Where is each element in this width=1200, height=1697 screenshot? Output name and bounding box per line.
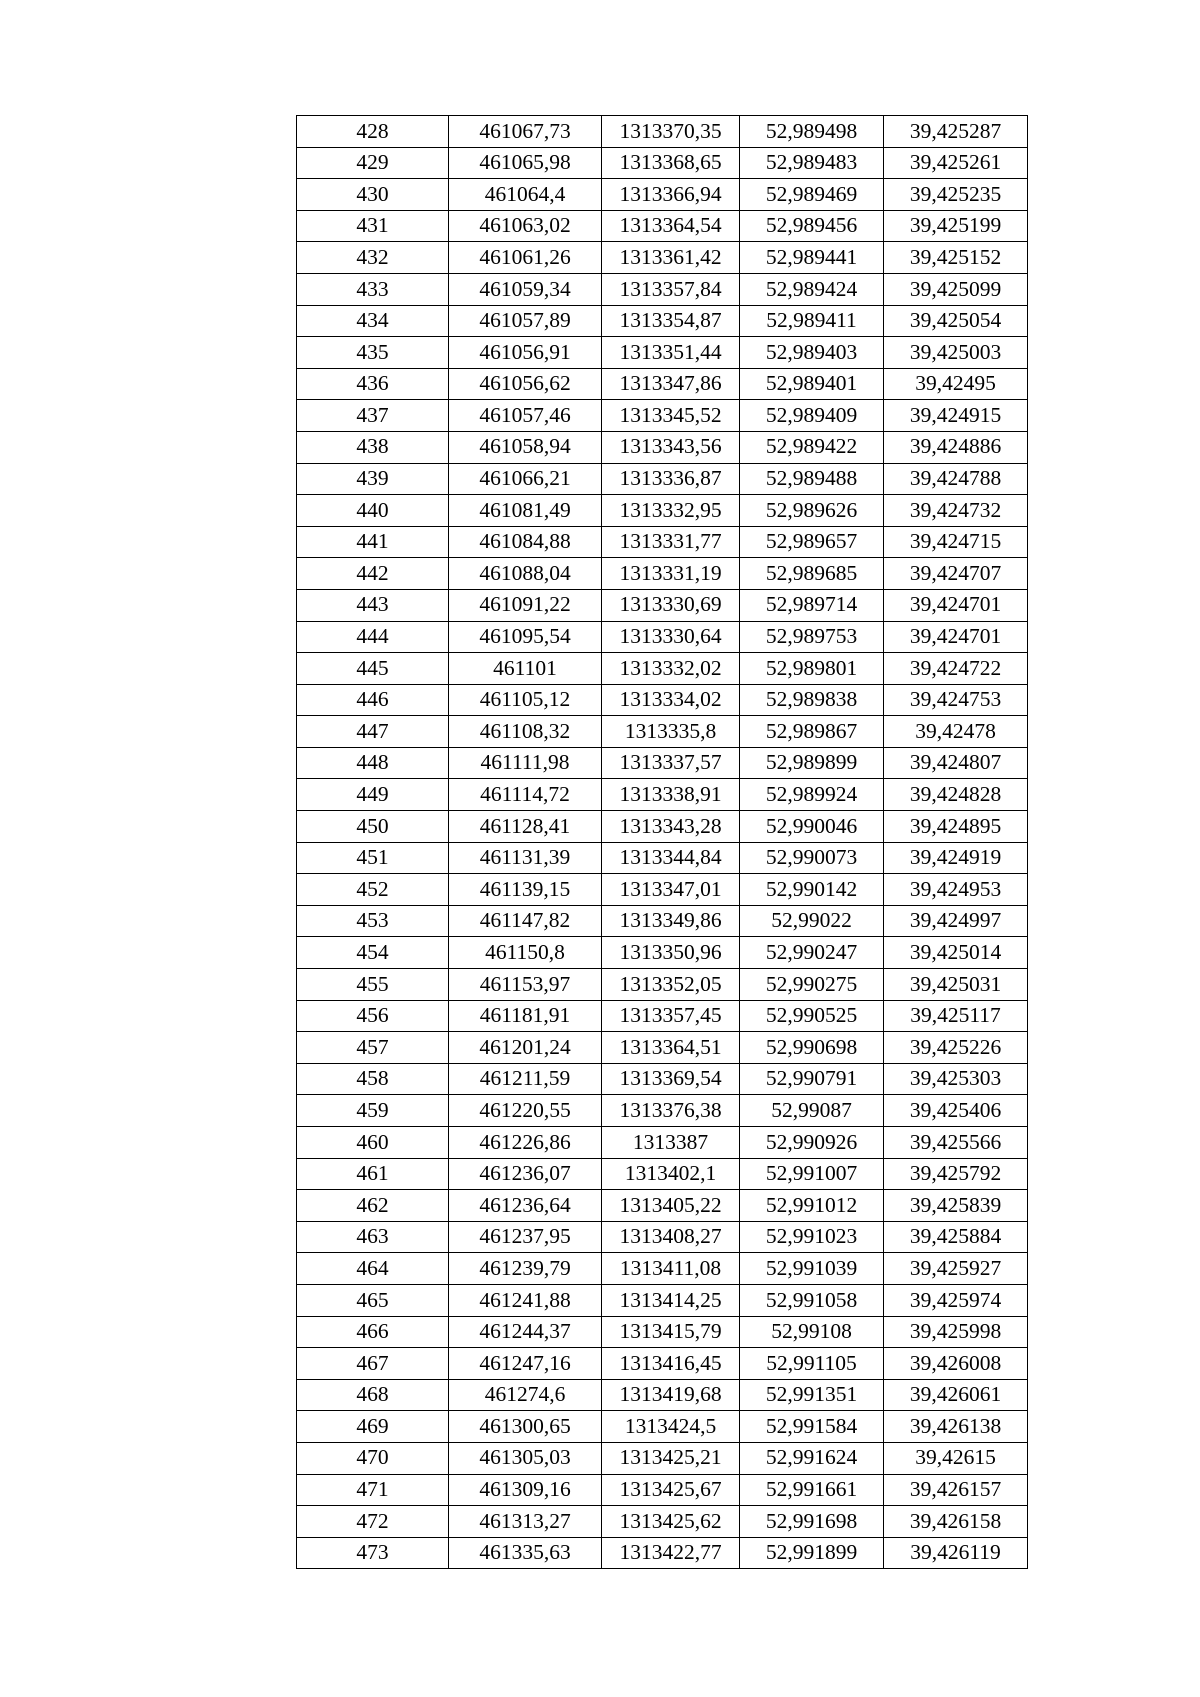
y-coordinate-cell: 1313332,02 [602,653,740,685]
x-coordinate-cell: 461247,16 [449,1348,602,1380]
point-number-cell: 430 [297,179,449,211]
table-row [297,716,1028,748]
latitude-cell: 52,990698 [740,1032,884,1064]
y-coordinate-cell: 1313402,1 [602,1158,740,1190]
table-row [297,1506,1028,1538]
y-coordinate-cell: 1313331,77 [602,526,740,558]
table-row [297,811,1028,843]
table-row [297,1284,1028,1316]
table-row [297,1032,1028,1064]
table-row [297,368,1028,400]
table-row [297,337,1028,369]
table-row [297,305,1028,337]
y-coordinate-cell: 1313425,67 [602,1474,740,1506]
point-number-cell: 440 [297,495,449,527]
latitude-cell: 52,99022 [740,905,884,937]
longitude-cell: 39,424895 [884,811,1028,843]
x-coordinate-cell: 461237,95 [449,1221,602,1253]
latitude-cell: 52,991351 [740,1379,884,1411]
y-coordinate-cell: 1313370,35 [602,116,740,148]
point-number-cell: 463 [297,1221,449,1253]
point-number-cell: 437 [297,400,449,432]
longitude-cell: 39,425884 [884,1221,1028,1253]
table-row [297,589,1028,621]
longitude-cell: 39,426119 [884,1537,1028,1569]
y-coordinate-cell: 1313352,05 [602,969,740,1001]
y-coordinate-cell: 1313347,86 [602,368,740,400]
x-coordinate-cell: 461131,39 [449,842,602,874]
latitude-cell: 52,991584 [740,1411,884,1443]
latitude-cell: 52,989685 [740,558,884,590]
longitude-cell: 39,424732 [884,495,1028,527]
latitude-cell: 52,989899 [740,747,884,779]
latitude-cell: 52,989838 [740,684,884,716]
table-row [297,747,1028,779]
y-coordinate-cell: 1313368,65 [602,147,740,179]
y-coordinate-cell: 1313344,84 [602,842,740,874]
x-coordinate-cell: 461313,27 [449,1506,602,1538]
y-coordinate-cell: 1313364,54 [602,210,740,242]
longitude-cell: 39,424807 [884,747,1028,779]
table-row [297,1379,1028,1411]
x-coordinate-cell: 461153,97 [449,969,602,1001]
latitude-cell: 52,991058 [740,1284,884,1316]
latitude-cell: 52,989456 [740,210,884,242]
point-number-cell: 467 [297,1348,449,1380]
point-number-cell: 461 [297,1158,449,1190]
point-number-cell: 443 [297,589,449,621]
y-coordinate-cell: 1313331,19 [602,558,740,590]
point-number-cell: 462 [297,1190,449,1222]
point-number-cell: 442 [297,558,449,590]
point-number-cell: 452 [297,874,449,906]
longitude-cell: 39,425031 [884,969,1028,1001]
x-coordinate-cell: 461309,16 [449,1474,602,1506]
longitude-cell: 39,425226 [884,1032,1028,1064]
latitude-cell: 52,989483 [740,147,884,179]
x-coordinate-cell: 461084,88 [449,526,602,558]
y-coordinate-cell: 1313338,91 [602,779,740,811]
point-number-cell: 455 [297,969,449,1001]
x-coordinate-cell: 461066,21 [449,463,602,495]
latitude-cell: 52,991624 [740,1442,884,1474]
y-coordinate-cell: 1313337,57 [602,747,740,779]
y-coordinate-cell: 1313419,68 [602,1379,740,1411]
longitude-cell: 39,424715 [884,526,1028,558]
longitude-cell: 39,42615 [884,1442,1028,1474]
latitude-cell: 52,989469 [740,179,884,211]
latitude-cell: 52,991023 [740,1221,884,1253]
latitude-cell: 52,989714 [740,589,884,621]
y-coordinate-cell: 1313357,45 [602,1000,740,1032]
point-number-cell: 431 [297,210,449,242]
x-coordinate-cell: 461128,41 [449,811,602,843]
latitude-cell: 52,991698 [740,1506,884,1538]
table-row [297,621,1028,653]
table-row [297,1190,1028,1222]
point-number-cell: 449 [297,779,449,811]
latitude-cell: 52,989441 [740,242,884,274]
latitude-cell: 52,990791 [740,1063,884,1095]
longitude-cell: 39,425054 [884,305,1028,337]
longitude-cell: 39,425117 [884,1000,1028,1032]
x-coordinate-cell: 461139,15 [449,874,602,906]
point-number-cell: 445 [297,653,449,685]
table-row [297,1253,1028,1285]
point-number-cell: 473 [297,1537,449,1569]
point-number-cell: 438 [297,431,449,463]
latitude-cell: 52,989626 [740,495,884,527]
table-row [297,179,1028,211]
x-coordinate-cell: 461274,6 [449,1379,602,1411]
latitude-cell: 52,989411 [740,305,884,337]
y-coordinate-cell: 1313330,69 [602,589,740,621]
y-coordinate-cell: 1313332,95 [602,495,740,527]
point-number-cell: 453 [297,905,449,937]
x-coordinate-cell: 461220,55 [449,1095,602,1127]
point-number-cell: 470 [297,1442,449,1474]
table-row [297,463,1028,495]
coordinates-table [296,115,1028,1569]
table-row [297,1474,1028,1506]
x-coordinate-cell: 461057,89 [449,305,602,337]
y-coordinate-cell: 1313330,64 [602,621,740,653]
x-coordinate-cell: 461335,63 [449,1537,602,1569]
latitude-cell: 52,990525 [740,1000,884,1032]
point-number-cell: 435 [297,337,449,369]
point-number-cell: 447 [297,716,449,748]
y-coordinate-cell: 1313424,5 [602,1411,740,1443]
table-row [297,1348,1028,1380]
y-coordinate-cell: 1313351,44 [602,337,740,369]
latitude-cell: 52,989498 [740,116,884,148]
y-coordinate-cell: 1313336,87 [602,463,740,495]
y-coordinate-cell: 1313415,79 [602,1316,740,1348]
x-coordinate-cell: 461300,65 [449,1411,602,1443]
latitude-cell: 52,991012 [740,1190,884,1222]
y-coordinate-cell: 1313425,21 [602,1442,740,1474]
x-coordinate-cell: 461063,02 [449,210,602,242]
x-coordinate-cell: 461059,34 [449,273,602,305]
y-coordinate-cell: 1313357,84 [602,273,740,305]
y-coordinate-cell: 1313343,28 [602,811,740,843]
table-row [297,937,1028,969]
longitude-cell: 39,42495 [884,368,1028,400]
table-row [297,653,1028,685]
longitude-cell: 39,425099 [884,273,1028,305]
point-number-cell: 433 [297,273,449,305]
longitude-cell: 39,425014 [884,937,1028,969]
table-row [297,1127,1028,1159]
x-coordinate-cell: 461239,79 [449,1253,602,1285]
longitude-cell: 39,425235 [884,179,1028,211]
y-coordinate-cell: 1313349,86 [602,905,740,937]
point-number-cell: 441 [297,526,449,558]
x-coordinate-cell: 461064,4 [449,179,602,211]
point-number-cell: 429 [297,147,449,179]
y-coordinate-cell: 1313376,38 [602,1095,740,1127]
latitude-cell: 52,990046 [740,811,884,843]
table-row [297,779,1028,811]
y-coordinate-cell: 1313361,42 [602,242,740,274]
table-row [297,1095,1028,1127]
x-coordinate-cell: 461147,82 [449,905,602,937]
latitude-cell: 52,989409 [740,400,884,432]
longitude-cell: 39,425261 [884,147,1028,179]
latitude-cell: 52,991899 [740,1537,884,1569]
x-coordinate-cell: 461111,98 [449,747,602,779]
table-row [297,1442,1028,1474]
longitude-cell: 39,425152 [884,242,1028,274]
x-coordinate-cell: 461236,07 [449,1158,602,1190]
x-coordinate-cell: 461065,98 [449,147,602,179]
x-coordinate-cell: 461150,8 [449,937,602,969]
y-coordinate-cell: 1313414,25 [602,1284,740,1316]
x-coordinate-cell: 461067,73 [449,116,602,148]
x-coordinate-cell: 461201,24 [449,1032,602,1064]
table-row [297,526,1028,558]
table-row [297,1537,1028,1569]
longitude-cell: 39,425792 [884,1158,1028,1190]
latitude-cell: 52,989403 [740,337,884,369]
point-number-cell: 456 [297,1000,449,1032]
point-number-cell: 446 [297,684,449,716]
latitude-cell: 52,990142 [740,874,884,906]
point-number-cell: 451 [297,842,449,874]
x-coordinate-cell: 461081,49 [449,495,602,527]
point-number-cell: 444 [297,621,449,653]
latitude-cell: 52,99108 [740,1316,884,1348]
longitude-cell: 39,426138 [884,1411,1028,1443]
longitude-cell: 39,424919 [884,842,1028,874]
table-row [297,842,1028,874]
latitude-cell: 52,989924 [740,779,884,811]
latitude-cell: 52,990073 [740,842,884,874]
latitude-cell: 52,989867 [740,716,884,748]
y-coordinate-cell: 1313387 [602,1127,740,1159]
x-coordinate-cell: 461211,59 [449,1063,602,1095]
point-number-cell: 432 [297,242,449,274]
y-coordinate-cell: 1313334,02 [602,684,740,716]
table-row [297,905,1028,937]
longitude-cell: 39,424997 [884,905,1028,937]
point-number-cell: 448 [297,747,449,779]
latitude-cell: 52,99087 [740,1095,884,1127]
y-coordinate-cell: 1313350,96 [602,937,740,969]
longitude-cell: 39,424953 [884,874,1028,906]
y-coordinate-cell: 1313369,54 [602,1063,740,1095]
table-row [297,1158,1028,1190]
longitude-cell: 39,425003 [884,337,1028,369]
point-number-cell: 436 [297,368,449,400]
table-row [297,969,1028,1001]
longitude-cell: 39,425974 [884,1284,1028,1316]
x-coordinate-cell: 461108,32 [449,716,602,748]
latitude-cell: 52,991661 [740,1474,884,1506]
point-number-cell: 434 [297,305,449,337]
point-number-cell: 464 [297,1253,449,1285]
table-row [297,431,1028,463]
longitude-cell: 39,425199 [884,210,1028,242]
longitude-cell: 39,424701 [884,621,1028,653]
x-coordinate-cell: 461095,54 [449,621,602,653]
table-row [297,684,1028,716]
latitude-cell: 52,990275 [740,969,884,1001]
y-coordinate-cell: 1313422,77 [602,1537,740,1569]
x-coordinate-cell: 461101 [449,653,602,685]
table-row [297,400,1028,432]
longitude-cell: 39,425927 [884,1253,1028,1285]
longitude-cell: 39,424701 [884,589,1028,621]
table-row [297,273,1028,305]
point-number-cell: 457 [297,1032,449,1064]
longitude-cell: 39,424753 [884,684,1028,716]
table-row [297,1411,1028,1443]
coordinates-table-body [297,116,1028,1569]
x-coordinate-cell: 461181,91 [449,1000,602,1032]
point-number-cell: 472 [297,1506,449,1538]
table-row [297,147,1028,179]
table-row [297,1316,1028,1348]
longitude-cell: 39,425406 [884,1095,1028,1127]
x-coordinate-cell: 461226,86 [449,1127,602,1159]
point-number-cell: 439 [297,463,449,495]
latitude-cell: 52,991105 [740,1348,884,1380]
longitude-cell: 39,424707 [884,558,1028,590]
longitude-cell: 39,425998 [884,1316,1028,1348]
latitude-cell: 52,991039 [740,1253,884,1285]
point-number-cell: 466 [297,1316,449,1348]
point-number-cell: 454 [297,937,449,969]
y-coordinate-cell: 1313366,94 [602,179,740,211]
latitude-cell: 52,990926 [740,1127,884,1159]
latitude-cell: 52,989422 [740,431,884,463]
x-coordinate-cell: 461056,62 [449,368,602,400]
x-coordinate-cell: 461236,64 [449,1190,602,1222]
table-row [297,242,1028,274]
table-row [297,210,1028,242]
latitude-cell: 52,990247 [740,937,884,969]
y-coordinate-cell: 1313408,27 [602,1221,740,1253]
y-coordinate-cell: 1313343,56 [602,431,740,463]
y-coordinate-cell: 1313411,08 [602,1253,740,1285]
y-coordinate-cell: 1313345,52 [602,400,740,432]
longitude-cell: 39,425303 [884,1063,1028,1095]
point-number-cell: 458 [297,1063,449,1095]
y-coordinate-cell: 1313335,8 [602,716,740,748]
x-coordinate-cell: 461305,03 [449,1442,602,1474]
latitude-cell: 52,989801 [740,653,884,685]
point-number-cell: 460 [297,1127,449,1159]
point-number-cell: 469 [297,1411,449,1443]
point-number-cell: 459 [297,1095,449,1127]
longitude-cell: 39,426157 [884,1474,1028,1506]
longitude-cell: 39,426061 [884,1379,1028,1411]
table-row [297,1063,1028,1095]
y-coordinate-cell: 1313416,45 [602,1348,740,1380]
x-coordinate-cell: 461061,26 [449,242,602,274]
longitude-cell: 39,426008 [884,1348,1028,1380]
longitude-cell: 39,424915 [884,400,1028,432]
longitude-cell: 39,425566 [884,1127,1028,1159]
latitude-cell: 52,989401 [740,368,884,400]
table-row [297,1000,1028,1032]
x-coordinate-cell: 461056,91 [449,337,602,369]
longitude-cell: 39,424828 [884,779,1028,811]
longitude-cell: 39,424886 [884,431,1028,463]
table-row [297,116,1028,148]
point-number-cell: 450 [297,811,449,843]
latitude-cell: 52,989488 [740,463,884,495]
x-coordinate-cell: 461114,72 [449,779,602,811]
x-coordinate-cell: 461241,88 [449,1284,602,1316]
table-row [297,558,1028,590]
x-coordinate-cell: 461057,46 [449,400,602,432]
longitude-cell: 39,426158 [884,1506,1028,1538]
point-number-cell: 471 [297,1474,449,1506]
longitude-cell: 39,42478 [884,716,1028,748]
latitude-cell: 52,991007 [740,1158,884,1190]
latitude-cell: 52,989424 [740,273,884,305]
y-coordinate-cell: 1313405,22 [602,1190,740,1222]
x-coordinate-cell: 461105,12 [449,684,602,716]
table-row [297,495,1028,527]
x-coordinate-cell: 461091,22 [449,589,602,621]
longitude-cell: 39,425839 [884,1190,1028,1222]
point-number-cell: 428 [297,116,449,148]
x-coordinate-cell: 461244,37 [449,1316,602,1348]
longitude-cell: 39,425287 [884,116,1028,148]
table-row [297,1221,1028,1253]
latitude-cell: 52,989753 [740,621,884,653]
point-number-cell: 465 [297,1284,449,1316]
point-number-cell: 468 [297,1379,449,1411]
table-row [297,874,1028,906]
longitude-cell: 39,424722 [884,653,1028,685]
longitude-cell: 39,424788 [884,463,1028,495]
x-coordinate-cell: 461058,94 [449,431,602,463]
x-coordinate-cell: 461088,04 [449,558,602,590]
y-coordinate-cell: 1313425,62 [602,1506,740,1538]
y-coordinate-cell: 1313354,87 [602,305,740,337]
y-coordinate-cell: 1313364,51 [602,1032,740,1064]
y-coordinate-cell: 1313347,01 [602,874,740,906]
latitude-cell: 52,989657 [740,526,884,558]
